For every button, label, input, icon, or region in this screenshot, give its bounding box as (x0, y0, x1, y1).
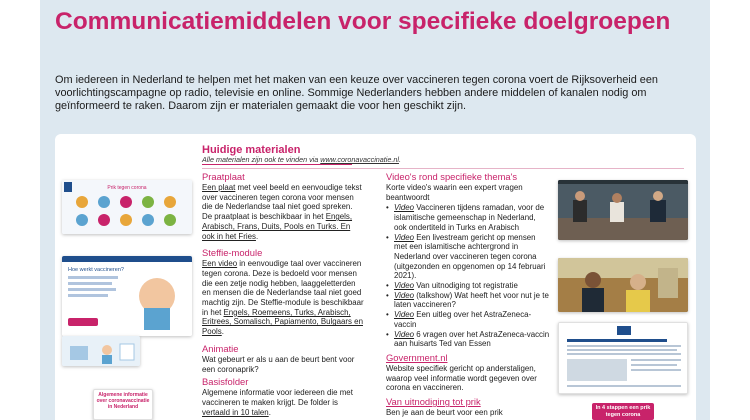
steffie-module-thumbnail[interactable] (62, 256, 192, 336)
intro-paragraph: Om iedereen in Nederland te helpen met het maken van een keuze over vaccineren tegen corona voert de Rijksoverheid een voorlichtingscampagne op radio, televisie en online. Sommige Nederlanders hebben andere middelen of kanalen nodig om geïnformeerd te raken. Daarom zijn er materialen gemaakt die voor hen geschikt zijn. (55, 74, 658, 113)
coronavaccinatie-link[interactable]: www.coronavaccinatie.nl (320, 155, 399, 164)
praatplaat-languages-link[interactable]: Engels, Arabisch, Frans, Duits, Pools en Turks. En ook in het Fries (202, 212, 353, 241)
basisfolder-thumb-text: Algemene informatie over coronavaccinatie in Nederland (96, 392, 150, 410)
left-column (202, 172, 364, 417)
basisfolder-thumbnail[interactable] (93, 389, 153, 420)
stappen-thumbnail[interactable] (592, 403, 654, 420)
video-item-livestream: • Video Een livestream gericht op mensen met een islamitische achtergrond in Nederland over vaccineren tegen corona (uitgezonden en opgenomen op 14 februari 2021). (386, 233, 550, 282)
video-link[interactable]: Video (394, 203, 415, 213)
steffie-thumb-title: Hoe werkt vaccineren? (68, 267, 124, 273)
videos-heading: Video's rond specifieke thema's (386, 171, 518, 182)
animatie-heading[interactable]: Animatie (202, 342, 239, 354)
praatplaat-thumbnail[interactable] (62, 180, 192, 234)
praatplaat-link[interactable]: Een plaat (202, 183, 236, 192)
basisfolder-translations-link[interactable]: vertaald in 10 talen (202, 407, 269, 417)
video-item-talkshow: • Video (talkshow) Wat heeft het voor nut je te laten vaccineren? (386, 291, 550, 310)
steffie-languages-link[interactable]: Engels, Roemeens, Turks, Arabisch, Eritrees, Somalisch, Papiamento, Bulgaars en Pools (202, 307, 363, 337)
stappen-thumb-text: In 4 stappen een prik tegen corona (595, 405, 651, 418)
steffie-heading: Steffie-module (202, 247, 263, 259)
steffie-text: Een video in eenvoudige taal over vaccineren tegen corona. Deze is bedoeld voor mensen die een zetje nodig hebben, laaggeletterden en mensen die de Nederlandse taal niet goed machtig zijn. De Steffie-module is beschikbaar in het Engels, Roemeens, Turks, Arabisch, Eritrees, Somalisch, Papiamento, Bulgaars en Pools. (202, 259, 364, 337)
section-title-underline (202, 164, 352, 165)
section-divider (202, 168, 684, 169)
praatplaat-heading: Praatplaat (202, 171, 245, 182)
praatplaat-text: Een plaat met veel beeld en eenvoudige tekst over vaccineren tegen corona voor mensen die de Nederlandse taal niet goed spreken. De praatplaat is beschikbaar in het Engels, Arabisch, Frans, Duits, Pools en Turks. En ook in het Fries. (202, 183, 362, 241)
praatplaat-thumb-title: Prik tegen corona (107, 185, 147, 191)
video-document-thumbnail[interactable] (558, 322, 688, 394)
government-nl-text: Website specifiek gericht op anderstaligen, waarop veel informatie wordt gegeven over corona en vaccineren. (386, 363, 537, 393)
video-item-ramadan: • Video Vaccineren tijdens ramadan, voor de islamitische gemeenschap in Nederland, ook ondertiteld in Turks en Arabisch (386, 203, 550, 232)
government-nl-heading[interactable]: Government.nl (386, 351, 448, 363)
steffie-video-link[interactable]: Een video (202, 259, 238, 269)
video-link[interactable]: Video (394, 232, 415, 242)
right-column (386, 172, 550, 418)
section-title: Huidige materialen (202, 144, 301, 156)
video-link[interactable]: Video (394, 281, 415, 291)
animatie-thumbnail[interactable] (62, 336, 140, 366)
page-title: Communicatiemiddelen voor specifieke doelgroepen (55, 8, 671, 35)
basisfolder-text: Algemene informatie voor iedereen die met vaccineren te maken krijgt. De folder is vertaald in 10 talen. (202, 388, 353, 417)
video-link[interactable]: Video (394, 310, 415, 320)
uitnodiging-tot-prik-text: Ben je aan de beurt voor een prik (386, 408, 503, 418)
video-link[interactable]: Video (394, 290, 415, 300)
video-livestream-thumbnail[interactable] (558, 258, 688, 312)
video-item-astrazeneca: • Video Een uitleg over het AstraZeneca-vaccin (386, 310, 550, 329)
video-link[interactable]: Video (394, 329, 415, 339)
animatie-text: Wat gebeurt er als u aan de beurt bent voor een coronaprik? (202, 354, 355, 374)
video-ramadan-thumbnail[interactable] (558, 180, 688, 240)
video-item-6-vragen: • Video 6 vragen over het AstraZeneca-vaccin aan huisarts Ted van Essen (386, 330, 550, 349)
video-item-uitnodiging: • Video Van uitnodiging tot registratie (386, 281, 550, 291)
videos-list (386, 203, 550, 349)
section-subtitle: Alle materialen zijn ook te vinden via www.coronavaccinatie.nl. (202, 155, 401, 164)
basisfolder-heading: Basisfolder (202, 376, 249, 388)
uitnodiging-tot-prik-heading[interactable]: Van uitnodiging tot prik (386, 396, 481, 408)
videos-intro: Korte video's waarin een expert vragen beantwoordt (386, 183, 523, 202)
